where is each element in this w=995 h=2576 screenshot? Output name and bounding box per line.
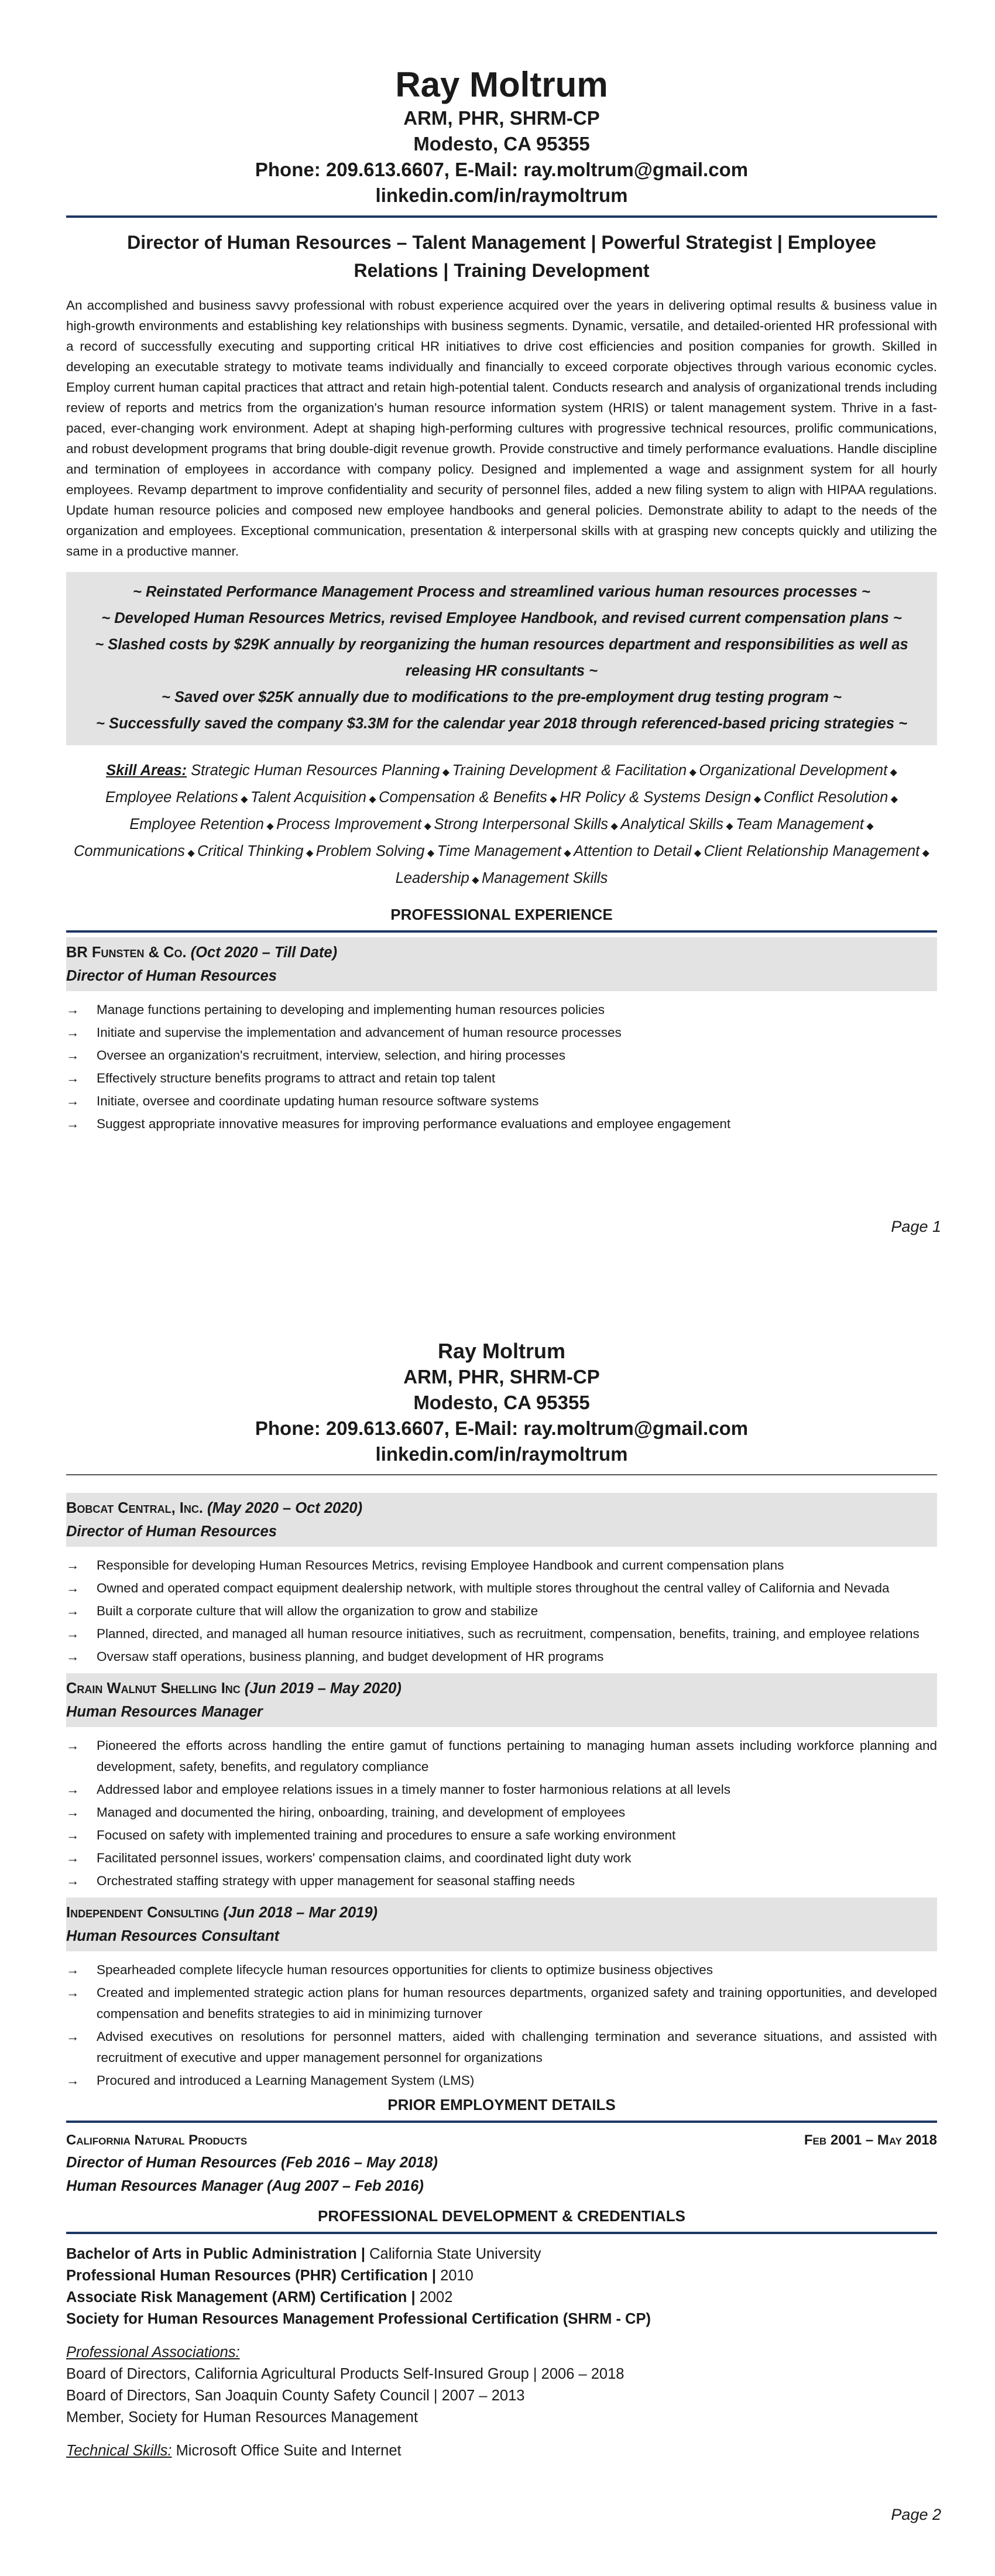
diamond-separator-icon: ◆: [440, 768, 452, 777]
section-title-development: PROFESSIONAL DEVELOPMENT & CREDENTIALS: [318, 2207, 685, 2225]
skill-areas-list: [74, 762, 929, 886]
skill-item: Attention to Detail: [574, 843, 692, 859]
diamond-separator-icon: ◆: [887, 768, 897, 777]
headline: Director of Human Resources – Talent Management | Powerful Strategist | Employee Relations | Training Development: [127, 232, 876, 281]
arrow-icon: →: [66, 1738, 80, 1753]
section-title-prior: PRIOR EMPLOYMENT DETAILS: [387, 2096, 616, 2113]
job-company: Bobcat Central, Inc.: [66, 1500, 203, 1516]
section-divider: [66, 2121, 937, 2123]
skill-areas-label: Skill Areas:: [106, 762, 187, 779]
diamond-separator-icon: ◆: [184, 848, 198, 858]
page-number: Page 1: [891, 1218, 941, 1235]
page-number: Page 2: [891, 2506, 941, 2523]
achievement-item: ~ Saved over $25K annually due to modifications to the pre-employment drug testing program ~: [162, 689, 842, 705]
job-header: [66, 937, 937, 991]
list-item: → Manage functions pertaining to developing and implementing human resources policies: [66, 999, 937, 1020]
job-bullets: [66, 999, 937, 1135]
list-item: → Orchestrated staffing strategy with upper management for seasonal staffing needs: [66, 1871, 937, 1892]
job-company: Independent Consulting: [66, 1904, 219, 1921]
credential-item: Society for Human Resources Management Professional Certification (SHRM - CP): [66, 2311, 651, 2327]
job-title: Human Resources Manager: [66, 1704, 263, 1720]
prior-title: Human Resources Manager (Aug 2007 – Feb 2016): [66, 2178, 424, 2194]
prior-dates: Feb 2001 – May 2018: [804, 2132, 937, 2148]
summary-paragraph: An accomplished and business savvy professional with robust experience acquired over the years in delivering optimal results & business value in high-growth environments and establishing key relationships with business segments. Dynamic, versatile, and detailed-oriented HR professional with a record of successfully executing and supporting critical HR initiatives to drive cost efficiencies and position companies for growth. Skilled in developing an executable strategy to motivate teams individually and financially to exceed corporate objectives through various economic cycles. Employ current human capital practices that attract and retain high-potential talent. Conducts research and analysis of organizational trends including review of reports and metrics from the organization's human resource information system (HRIS) or talent management system. Thrive in a fast-paced, ever-changing work environment. Adept at shaping high-performing cultures with progressive technical resources, prolific communications, and robust development programs that bring double-digit revenue growth. Provide constructive and timely performance evaluations. Handle discipline and termination of employees in accordance with company policy. Designed and implemented a wage and assignment system for all hourly employees. Revamp department to improve confidentiality and security of personnel files, added a new filing system to align with HIPAA regulations. Update human resource policies and composed new employee handbooks and general policies. Demonstrate ability to adapt to the needs of the organization and employees. Exceptional communication, presentation & interpersonal skills with at grasping new concepts quickly and utilizing the same in a productive manner.: [66, 298, 937, 559]
job-title: Human Resources Consultant: [66, 1928, 280, 1944]
credential-item: Professional Human Resources (PHR) Certification | 2010: [66, 2267, 474, 2284]
skill-item: Strong Interpersonal Skills: [434, 816, 609, 833]
location-line: Modesto, CA 95355: [413, 133, 590, 155]
credentials-list: [66, 2243, 937, 2330]
diamond-separator-icon: ◆: [723, 821, 736, 831]
prior-employment-row: [66, 2130, 937, 2151]
achievements-box: [66, 572, 937, 745]
job-entry: [66, 1897, 937, 2091]
arrow-icon: →: [66, 2073, 80, 2088]
diamond-separator-icon: ◆: [424, 848, 437, 858]
arrow-icon: →: [66, 2029, 80, 2044]
list-item: → Advised executives on resolutions for personnel matters, aided with challenging termination and severance situations, and assisted with recruitment of executive and upper management personnel for organizations: [66, 2026, 937, 2068]
skill-areas: [66, 758, 937, 893]
skill-item: Communications: [74, 843, 185, 859]
resume-page-2: [0, 1288, 995, 2576]
diamond-separator-icon: ◆: [561, 848, 574, 858]
list-item: → Suggest appropriate innovative measures for improving performance evaluations and employee engagement: [66, 1114, 937, 1135]
credential-item: Associate Risk Management (ARM) Certification | 2002: [66, 2289, 453, 2306]
list-item: → Pioneered the efforts across handling the entire gamut of functions pertaining to managing human assets including workforce planning and development, safety, benefits, and regulatory compliance: [66, 1735, 937, 1777]
arrow-icon: →: [66, 1873, 80, 1888]
credential-item: Bachelor of Arts in Public Administration | California State University: [66, 2246, 541, 2262]
job-entry: [66, 1673, 937, 1892]
skill-item: Strategic Human Resources Planning: [191, 762, 440, 779]
page-1-content: [66, 0, 937, 1136]
job-dates: (Oct 2020 – Till Date): [190, 944, 338, 961]
arrow-icon: →: [66, 1002, 80, 1017]
skill-item: Talent Acquisition: [250, 789, 366, 806]
list-item: → Owned and operated compact equipment dealership network, with multiple stores throughout the central valley of California and Nevada: [66, 1578, 937, 1599]
prior-title: Director of Human Resources (Feb 2016 – May 2018): [66, 2154, 438, 2171]
list-item: → Built a corporate culture that will allow the organization to grow and stabilize: [66, 1601, 937, 1622]
job-entry: [66, 1493, 937, 1667]
skill-item: HR Policy & Systems Design: [560, 789, 752, 806]
arrow-icon: →: [66, 1094, 80, 1108]
achievement-item: ~ Developed Human Resources Metrics, revised Employee Handbook, and revised current compensation plans ~: [101, 610, 902, 626]
section-divider: [66, 2232, 937, 2234]
diamond-separator-icon: ◆: [303, 848, 316, 858]
arrow-icon: →: [66, 1649, 80, 1664]
association-item: Member, Society for Human Resources Management: [66, 2409, 418, 2426]
skill-item: Time Management: [437, 843, 561, 859]
associations-label: Professional Associations:: [66, 2344, 240, 2361]
skill-item: Problem Solving: [315, 843, 425, 859]
header-divider: [66, 1474, 937, 1475]
list-item: → Effectively structure benefits programs to attract and retain top talent: [66, 1068, 937, 1089]
technical-skills: [66, 2440, 937, 2462]
diamond-separator-icon: ◆: [366, 794, 379, 804]
list-item: → Created and implemented strategic action plans for human resources departments, organized safety and training opportunities, and developed compensation and benefits strategies to aid in minimizing turnover: [66, 1982, 937, 2025]
skill-item: Management Skills: [481, 870, 608, 886]
location-line: Modesto, CA 95355: [413, 1392, 590, 1413]
arrow-icon: →: [66, 1558, 80, 1573]
list-item: → Spearheaded complete lifecycle human resources opportunities for clients to optimize business objectives: [66, 1960, 937, 1981]
section-divider: [66, 930, 937, 933]
arrow-icon: →: [66, 1116, 80, 1131]
skill-item: Analytical Skills: [620, 816, 723, 833]
list-item: → Managed and documented the hiring, onboarding, training, and development of employees: [66, 1802, 937, 1823]
diamond-separator-icon: ◆: [547, 794, 560, 804]
diamond-separator-icon: ◆: [421, 821, 434, 831]
skill-item: Compensation & Benefits: [379, 789, 547, 806]
diamond-separator-icon: ◆: [687, 768, 699, 777]
skill-item: Employee Retention: [129, 816, 264, 833]
association-item: Board of Directors, San Joaquin County Safety Council | 2007 – 2013: [66, 2387, 525, 2404]
skill-item: Team Management: [736, 816, 864, 833]
list-item: → Addressed labor and employee relations issues in a timely manner to foster harmonious relations at all levels: [66, 1779, 937, 1800]
linkedin-line: linkedin.com/in/raymoltrum: [375, 1443, 628, 1465]
technical-skills-value: Microsoft Office Suite and Internet: [176, 2443, 402, 2459]
arrow-icon: →: [66, 1828, 80, 1842]
job-bullets: [66, 1960, 937, 2091]
credentials-line: ARM, PHR, SHRM-CP: [403, 107, 600, 129]
arrow-icon: →: [66, 1071, 80, 1085]
arrow-icon: →: [66, 1805, 80, 1820]
contact-line: Phone: 209.613.6607, E-Mail: ray.moltrum@gmail.com: [255, 1417, 749, 1439]
diamond-separator-icon: ◆: [608, 821, 621, 831]
achievement-item: ~ Successfully saved the company $3.3M for the calendar year 2018 through referenced-based pricing strategies ~: [95, 715, 908, 732]
prior-company: California Natural Products: [66, 2132, 248, 2148]
candidate-name: Ray Moltrum: [437, 1339, 566, 1363]
association-item: Board of Directors, California Agricultural Products Self-Insured Group | 2006 – 2018: [66, 2366, 625, 2382]
arrow-icon: →: [66, 1581, 80, 1595]
job-company: Crain Walnut Shelling Inc: [66, 1680, 241, 1697]
achievement-item: ~ Slashed costs by $29K annually by reorganizing the human resources department and responsibilities as well as releasing HR consultants ~: [95, 636, 908, 679]
arrow-icon: →: [66, 1985, 80, 2000]
job-dates: (May 2020 – Oct 2020): [207, 1500, 363, 1516]
list-item: → Responsible for developing Human Resources Metrics, revising Employee Handbook and current compensation plans: [66, 1555, 937, 1576]
list-item: → Oversee an organization's recruitment, interview, selection, and hiring processes: [66, 1045, 937, 1066]
diamond-separator-icon: ◆: [919, 848, 929, 858]
header-divider: [66, 215, 937, 218]
list-item: → Initiate, oversee and coordinate updating human resource software systems: [66, 1091, 937, 1112]
skill-item: Conflict Resolution: [763, 789, 888, 806]
job-dates: (Jun 2019 – May 2020): [244, 1680, 402, 1697]
job-bullets: [66, 1555, 937, 1667]
skill-item: Client Relationship Management: [704, 843, 920, 859]
arrow-icon: →: [66, 1851, 80, 1865]
arrow-icon: →: [66, 1626, 80, 1641]
job-company: BR Funsten & Co.: [66, 944, 187, 961]
skill-item: Organizational Development: [699, 762, 888, 779]
candidate-name: Ray Moltrum: [395, 65, 608, 104]
job-title: Director of Human Resources: [66, 1523, 277, 1540]
section-title-experience: PROFESSIONAL EXPERIENCE: [390, 906, 613, 923]
job-header: [66, 1673, 937, 1727]
arrow-icon: →: [66, 1782, 80, 1797]
diamond-separator-icon: ◆: [751, 794, 764, 804]
skill-item: Employee Relations: [105, 789, 238, 806]
job-bullets: [66, 1735, 937, 1892]
job-entry: [66, 937, 937, 1135]
list-item: → Initiate and supervise the implementation and advancement of human resource processes: [66, 1022, 937, 1043]
job-dates: (Jun 2018 – Mar 2019): [223, 1904, 378, 1921]
skill-item: Process Improvement: [276, 816, 422, 833]
diamond-separator-icon: ◆: [263, 821, 277, 831]
technical-skills-label: Technical Skills:: [66, 2443, 172, 2459]
arrow-icon: →: [66, 1962, 80, 1977]
page-2-content: [66, 1288, 937, 2462]
skill-item: Leadership: [395, 870, 469, 886]
job-header: [66, 1897, 937, 1951]
list-item: → Focused on safety with implemented training and procedures to ensure a safe working environment: [66, 1825, 937, 1846]
list-item: → Planned, directed, and managed all human resource initiatives, such as recruitment, compensation, benefits, training, and employee relations: [66, 1623, 937, 1645]
linkedin-line: linkedin.com/in/raymoltrum: [375, 184, 628, 206]
job-title: Director of Human Resources: [66, 968, 277, 984]
contact-line: Phone: 209.613.6607, E-Mail: ray.moltrum@gmail.com: [255, 159, 749, 180]
arrow-icon: →: [66, 1025, 80, 1040]
credentials-line: ARM, PHR, SHRM-CP: [403, 1366, 600, 1388]
skill-item: Training Development & Facilitation: [452, 762, 687, 779]
diamond-separator-icon: ◆: [691, 848, 704, 858]
list-item: → Facilitated personnel issues, workers' compensation claims, and coordinated light duty work: [66, 1848, 937, 1869]
arrow-icon: →: [66, 1048, 80, 1063]
skill-item: Critical Thinking: [197, 843, 304, 859]
diamond-separator-icon: ◆: [863, 821, 874, 831]
diamond-separator-icon: ◆: [238, 794, 251, 804]
arrow-icon: →: [66, 1604, 80, 1618]
job-header: [66, 1493, 937, 1547]
diamond-separator-icon: ◆: [888, 794, 898, 804]
diamond-separator-icon: ◆: [469, 875, 482, 885]
achievement-item: ~ Reinstated Performance Management Process and streamlined various human resources processes ~: [133, 584, 870, 600]
list-item: → Oversaw staff operations, business planning, and budget development of HR programs: [66, 1646, 937, 1667]
list-item: → Procured and introduced a Learning Management System (LMS): [66, 2070, 937, 2091]
